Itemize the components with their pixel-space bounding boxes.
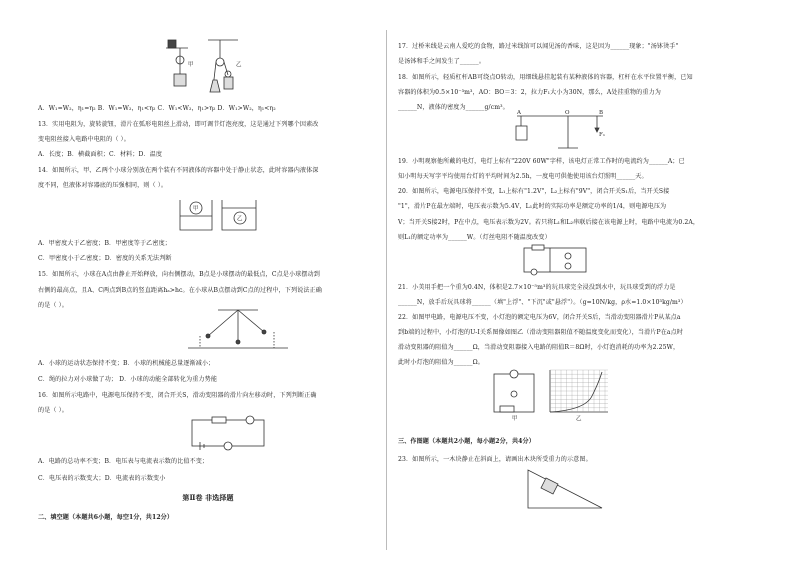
q18-label-f: F₁ — [599, 132, 606, 138]
q22-line4: 此时小灯泡的阻值为______Ω。 — [398, 359, 484, 366]
q18-lever-figure — [513, 110, 608, 152]
q20-line2: "1"，滑片P在最左端时，电压表示数为5.4V，L₁此时的实际功率是额定功率的1/4，则电源电压为 — [398, 203, 667, 210]
q12-label-jia: 甲 — [188, 62, 194, 68]
q23-incline-figure — [526, 468, 606, 510]
q17-line1: 17．过桥米线是云南人爱吃的食物，路过米线馆可以闻见汤的香味，这是因为______现象；"汤钵烫手" — [398, 43, 679, 50]
q20-line1: 20．如图所示，电源电压保持不变，L₁上标有"1.2V"，L₂上标有"9V"，闭合开关S₁后，当开关S接 — [398, 188, 670, 195]
q18-line2: 容器的体积为0.5×10⁻³m³，AO：BO＝3：2，拉力F₁大小为30N，那么，A处挂重物的重力为 — [398, 89, 661, 96]
q14-containers-figure — [178, 196, 258, 234]
q22-line3: 滑动变阻器的阻值为______Ω，当滑动变阻器接入电路的阻值R＝8Ω时，小灯泡消耗的功率为2.25W， — [398, 344, 680, 351]
left-column — [38, 0, 378, 562]
section3-title: 三、作图题（本题共2小题，每小题2分，共4分） — [398, 438, 535, 445]
q20-line4: 则L₁的额定功率为______W。（灯丝电阻不随温度改变） — [398, 234, 551, 241]
q18-line3: ______N，液体的密度为______g/cm³。 — [398, 104, 509, 111]
q14-option-cd: C．甲密度小于乙密度；D．密度的关系无法判断 — [38, 255, 172, 262]
part2-title: 第Ⅱ卷 非选择题 — [182, 493, 234, 502]
section2-title: 二、填空题（本题共6小题，每空1分，共12分） — [38, 514, 174, 521]
q22-label-yi: 乙 — [576, 416, 582, 422]
q13-line1: 13．实用电阻为，旋转旋钮，滑片在弧形电阻丝上滑动，即可调节灯泡亮度，这是通过下列哪个因素改 — [38, 121, 319, 128]
q22-line1: 22．如图甲电路，电源电压不变，小灯泡的额定电压为6V，闭合开关S后，当滑动变阻器滑片P从某点a — [398, 314, 681, 321]
q15-line3: 的是（ ）。 — [38, 302, 68, 309]
q19-line2: 知小明每天写字平均使用台灯的平均时间为2.5h，一度电可供他使用该台灯照明______天。 — [398, 173, 648, 180]
q22-line2: 到b端的过程中，小灯泡的U-I关系图像如图乙（滑动变阻器阻值不随温度变化而变化），当滑片P在a点时 — [398, 329, 684, 336]
q14-line2: 度不同，但液体对容器底的压强相同，则（ ）。 — [38, 182, 168, 189]
q16-option-ab: A．电路的总功率不变；B．电压表与电流表示数的比值不变； — [38, 458, 209, 465]
q15-option-cd: C．绳的拉力对小球做了功； D．小球的动能全部转化为重力势能 — [38, 376, 218, 383]
q16-option-cd: C．电压表的示数变大；D．电流表的示数变小 — [38, 475, 166, 482]
q13-options: A．长度；B．横截面积；C．材料；D．温度 — [38, 151, 163, 158]
q16-line1: 16．如图所示电路中，电源电压保持不变，闭合开关S，滑动变阻器的滑片向左移动时，下列判断正确 — [38, 392, 317, 399]
q23-line1: 23．如图所示，一木块静止在斜面上，请画出木块所受重力的示意图。 — [398, 456, 592, 463]
q14-label-jia: 甲 — [193, 206, 199, 212]
q22-figure — [490, 366, 620, 422]
q18-label-o: O — [565, 110, 570, 116]
q15-option-ab: A．小球的运动状态保持不变；B．小球的机械能总量逐渐减小； — [38, 360, 215, 367]
q20-line3: V；当开关S接2时，P在中点，电压表示数为2V。若只将L₁和L₂串联后接在该电源上时，电路中电流为0.2A， — [398, 219, 700, 226]
q16-line2: 的是（ ）。 — [38, 407, 68, 414]
q15-line1: 15．如图所示，小球在A点由静止开始释放，向右侧摆动，B点是小球摆动的最低点，C点是小球摆动到 — [38, 271, 320, 278]
q18-label-b: B — [599, 110, 604, 116]
q21-line1: 21．小美用手把一个重为0.4N，体积是2.7×10⁻⁵m³的玩具球完全浸没到水中，玩具球受到的浮力是 — [398, 284, 676, 291]
q22-label-jia: 甲 — [512, 416, 518, 422]
q12-label-yi: 乙 — [236, 62, 242, 68]
q16-circuit-figure — [188, 414, 268, 452]
q14-label-yi: 乙 — [237, 216, 243, 222]
q17-line2: 是汤钵和手之间发生了______。 — [398, 58, 486, 65]
right-column — [398, 0, 768, 562]
q19-line1: 19．小明观察他所戴的电灯，电灯上标有"220V 60W"字样，该电灯正常工作时的电流约为______A；已 — [398, 158, 685, 165]
q14-line1: 14．如图所示，甲、乙两个小球分别放在两个装有不同液体的容器中处于静止状态，此时容器内液体深 — [38, 167, 319, 174]
q15-pendulum-figure — [178, 308, 298, 356]
column-divider — [386, 30, 387, 550]
q22-graph — [550, 370, 608, 412]
q13-line2: 变电阻丝接入电路中电阻的（ ）。 — [38, 136, 130, 143]
q15-line2: 右侧的最高点，且A、C两点到B点的竖直距离hₐ>hᴄ。在小球从B点摆动到C点的过程中，下列说法正确 — [38, 287, 322, 294]
q20-circuit-figure — [520, 244, 590, 276]
q18-line1: 18．如图所示，轻质杠杆AB可绕点O转动，用细线悬挂起装有某种液体的容器，杠杆在水平位置平衡，已知 — [398, 74, 693, 81]
q14-option-ab: A．甲密度大于乙密度；B．甲密度等于乙密度； — [38, 240, 171, 247]
q12-pulley-figure — [158, 30, 258, 100]
q18-label-a: A — [517, 110, 521, 116]
q21-line2: ______N，放手后玩具球将______（填"上浮"、"下沉"或"悬浮"）。（g=10N/kg，ρ水=1.0×10³kg/m³） — [398, 299, 687, 306]
q12-options: A．W₁=W₂，η₁=η₂ B．W₁=W₂，η₁<η₂ C．W₁<W₂，η₁>η₂ D．W₁>W₂，η₁<η₂ — [38, 105, 276, 112]
